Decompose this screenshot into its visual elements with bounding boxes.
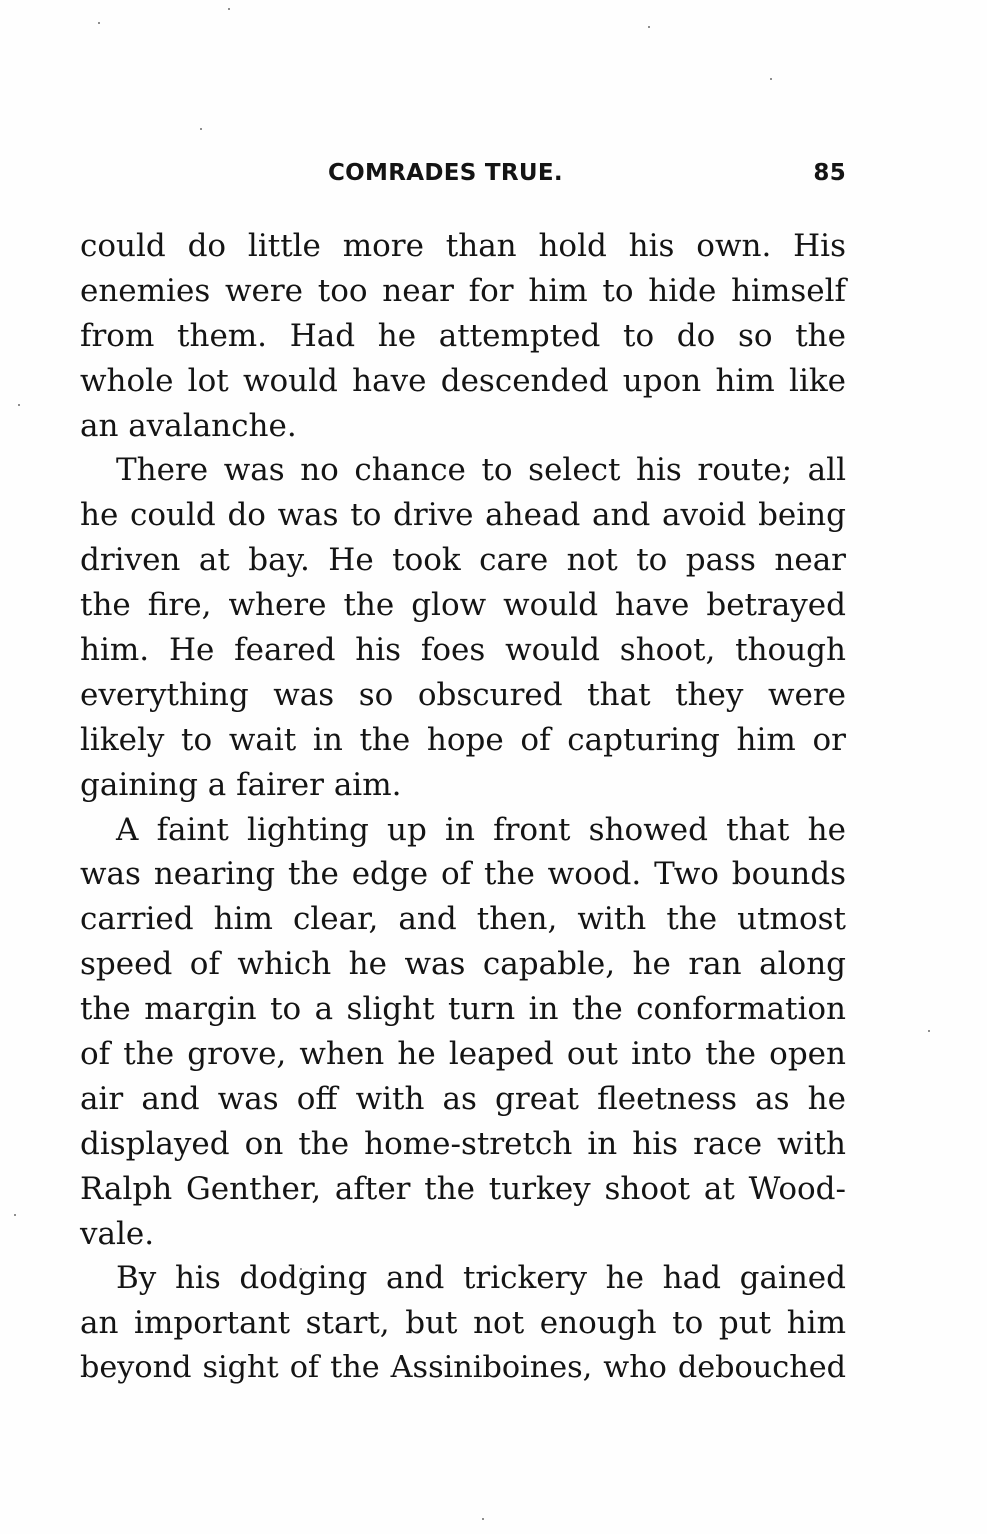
text-line: likely to wait in the hope of capturing him or	[80, 721, 846, 758]
body-text	[80, 224, 846, 1391]
text-line: was nearing the edge of the wood. Two bounds	[80, 856, 846, 893]
text-line: displayed on the home-stretch in his race with	[80, 1125, 846, 1162]
text-line: There was no chance to select his route; all	[116, 452, 846, 489]
page-number: 85	[813, 160, 846, 186]
text-line: Ralph Genther, after the turkey shoot at Wood-	[80, 1170, 846, 1207]
paragraph	[80, 224, 846, 448]
print-speck	[770, 78, 772, 80]
text-line: beyond sight of the Assiniboines, who debouched	[80, 1350, 846, 1386]
text-line: the fire, where the glow would have betrayed	[80, 587, 846, 624]
print-speck	[18, 404, 20, 406]
print-speck	[200, 128, 202, 130]
text-line: an important start, but not enough to put him	[80, 1305, 846, 1342]
text-line: could do little more than hold his own. His	[80, 228, 846, 264]
paragraph	[80, 1256, 846, 1391]
print-speck	[14, 1214, 16, 1216]
running-title: COMRADES TRUE.	[328, 160, 563, 186]
text-line: the margin to a slight turn in the conformation	[80, 991, 846, 1028]
print-speck	[928, 1030, 930, 1032]
text-line: of the grove, when he leaped out into the open	[80, 1036, 846, 1073]
running-head	[80, 160, 846, 196]
text-line: from them. Had he attempted to do so the	[80, 317, 846, 354]
print-speck	[482, 1518, 484, 1520]
text-line: air and was off with as great fleetness as he	[80, 1080, 846, 1117]
text-line: him. He feared his foes would shoot, though	[80, 632, 846, 669]
paragraph	[80, 448, 846, 807]
text-line: carried him clear, and then, with the utmost	[80, 901, 846, 938]
text-line: everything was so obscured that they were	[80, 676, 846, 713]
text-line: an avalanche.	[80, 407, 297, 444]
text-line: enemies were too near for him to hide himself	[80, 272, 846, 309]
text-line: whole lot would have descended upon him like	[80, 362, 846, 399]
text-line: gaining a fairer aim.	[80, 766, 402, 803]
text-line: driven at bay. He took care not to pass near	[80, 542, 846, 579]
text-line: he could do was to drive ahead and avoid being	[80, 497, 846, 534]
print-speck	[98, 22, 100, 24]
print-speck	[648, 26, 650, 28]
paragraph	[80, 808, 846, 1257]
text-line: A faint lighting up in front showed that he	[116, 811, 846, 848]
text-line: By his dodging and trickery he had gained	[116, 1260, 846, 1297]
text-line: vale.	[80, 1215, 155, 1252]
text-line: speed of which he was capable, he ran along	[80, 946, 846, 983]
print-speck	[228, 8, 230, 10]
